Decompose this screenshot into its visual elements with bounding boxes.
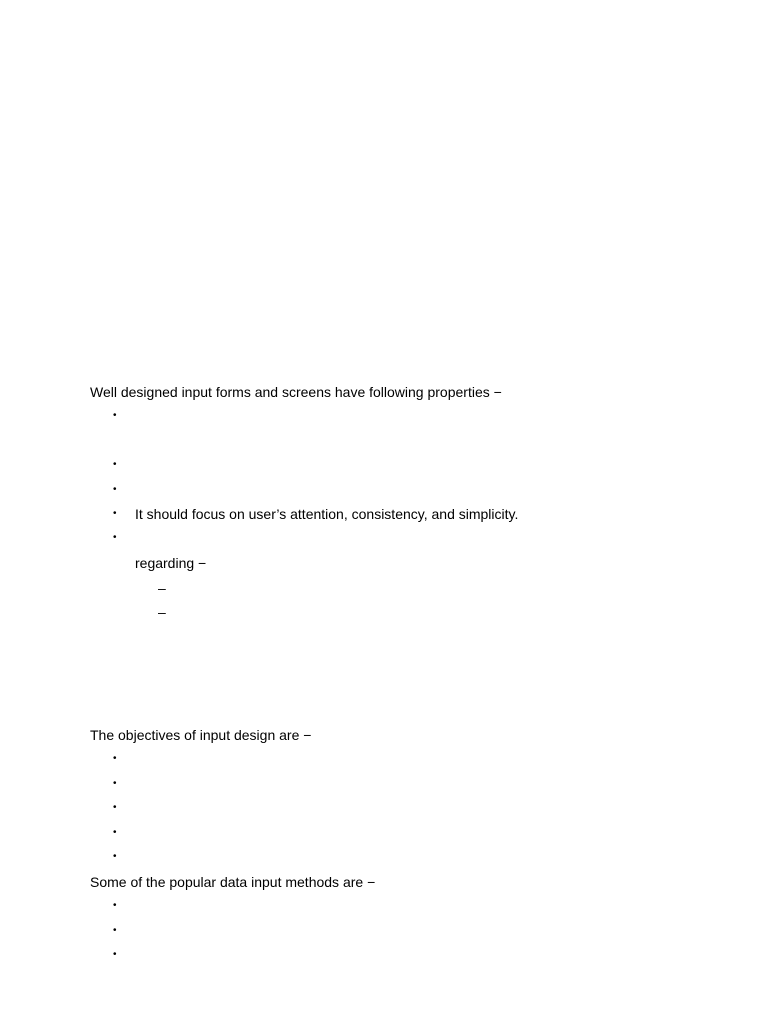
list-bullet: •: [113, 949, 117, 960]
list-bullet: •: [113, 802, 117, 813]
list-bullet: •: [113, 532, 117, 543]
objectives-heading: The objectives of input design are −: [90, 727, 312, 743]
properties-heading: Well designed input forms and screens have following properties −: [90, 384, 502, 400]
list-bullet: •: [113, 459, 117, 470]
list-bullet: •: [113, 900, 117, 911]
list-bullet: •: [113, 827, 117, 838]
sublist-dash: –: [158, 580, 166, 596]
list-item-text: It should focus on user’s attention, consistency, and simplicity.: [135, 506, 519, 522]
list-bullet: •: [113, 753, 117, 764]
list-bullet: •: [113, 851, 117, 862]
list-bullet: •: [113, 484, 117, 495]
list-bullet: •: [113, 925, 117, 936]
input-methods-heading: Some of the popular data input methods are −: [90, 874, 376, 890]
list-item-continuation: regarding −: [135, 555, 207, 571]
list-bullet: •: [113, 508, 117, 519]
list-bullet: •: [113, 778, 117, 789]
sublist-dash: –: [158, 604, 166, 620]
list-bullet: •: [113, 410, 117, 421]
